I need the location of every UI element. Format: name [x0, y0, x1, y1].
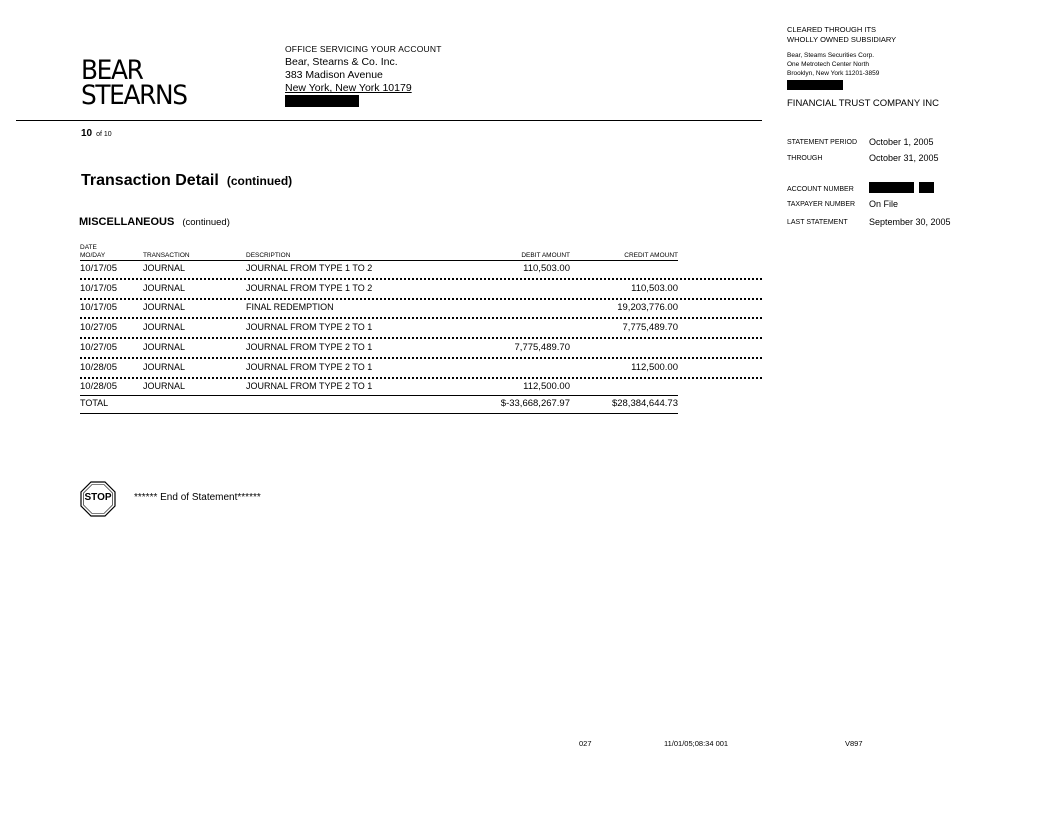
section-suffix: (continued) [182, 217, 230, 228]
subsidiary-city: Brooklyn, New York 11201-3859 [787, 70, 880, 77]
stop-label: STOP [84, 492, 112, 503]
row-transaction: JOURNAL [143, 302, 186, 313]
row-date: 10/28/05 [80, 361, 117, 373]
section-heading [79, 216, 230, 228]
row-transaction: JOURNAL [143, 361, 186, 372]
row-credit: 112,500.00 [631, 361, 678, 373]
client-name: FINANCIAL TRUST COMPANY INC [787, 98, 940, 109]
row-credit: 7,775,489.70 [622, 322, 678, 334]
row-transaction: JOURNAL [143, 341, 186, 352]
account-number-row [787, 186, 854, 193]
row-debit: 7,775,489.70 [514, 341, 570, 353]
redaction-bar [285, 95, 359, 107]
row-credit: 110,503.00 [631, 282, 678, 294]
row-description: JOURNAL FROM TYPE 2 TO 1 [246, 381, 373, 392]
clearing-info [787, 25, 939, 109]
row-transaction: JOURNAL [143, 282, 186, 293]
statement-period-row [787, 137, 934, 147]
row-description: JOURNAL FROM TYPE 2 TO 1 [246, 322, 373, 333]
taxpayer-number-value: On File [869, 199, 899, 209]
statement-period-value: October 1, 2005 [869, 137, 934, 147]
taxpayer-number-label: TAXPAYER NUMBER [787, 201, 856, 208]
total-label: TOTAL [80, 398, 109, 408]
row-dotted-divider [80, 317, 762, 319]
title-suffix: (continued) [226, 174, 293, 188]
row-transaction: JOURNAL [143, 322, 186, 333]
office-heading: OFFICE SERVICING YOUR ACCOUNT [285, 44, 442, 54]
through-row [787, 153, 939, 163]
row-date: 10/17/05 [80, 302, 117, 314]
row-transaction: JOURNAL [143, 381, 186, 392]
row-description: FINAL REDEMPTION [246, 302, 334, 313]
office-city: New York, New York 10179 [285, 82, 412, 94]
end-of-statement-text: ****** End of Statement****** [134, 492, 261, 503]
footer-code-2: V897 [845, 739, 863, 748]
office-address-block [285, 43, 442, 111]
col-header-description: DESCRIPTION [246, 252, 291, 259]
row-transaction: JOURNAL [143, 263, 186, 273]
footer-code-1: 027 [579, 739, 592, 748]
table-row [80, 300, 762, 319]
office-name: Bear, Stearns & Co. Inc. [285, 56, 398, 68]
last-statement-row [787, 217, 951, 227]
col-header-credit: CREDIT AMOUNT [624, 252, 678, 259]
subsidiary-street: One Metrotech Center North [787, 61, 870, 68]
last-statement-label: LAST STATEMENT [787, 219, 848, 226]
table-row [80, 320, 762, 339]
row-date: 10/28/05 [80, 381, 117, 393]
table-row [80, 340, 762, 359]
page-title [81, 172, 292, 190]
row-credit: 19,203,776.00 [617, 302, 678, 314]
logo-line-2: STEARNS [81, 80, 187, 111]
cleared-line-2: WHOLLY OWNED SUBSIDIARY [787, 35, 897, 44]
row-dotted-divider [80, 357, 762, 359]
row-dotted-divider [80, 278, 762, 280]
taxpayer-number-row [787, 199, 899, 209]
through-label: THROUGH [787, 155, 823, 162]
through-value: October 31, 2005 [869, 153, 939, 163]
row-description: JOURNAL FROM TYPE 2 TO 1 [246, 361, 373, 372]
row-dotted-divider [80, 337, 762, 339]
row-date: 10/27/05 [80, 341, 117, 353]
office-street: 383 Madison Avenue [285, 69, 383, 81]
row-description: JOURNAL FROM TYPE 1 TO 2 [246, 263, 373, 273]
header-divider [16, 120, 762, 121]
total-debit: $-33,668,267.97 [500, 398, 570, 409]
row-dotted-divider [80, 377, 762, 379]
col-header-debit: DEBIT AMOUNT [521, 252, 570, 259]
table-row [80, 360, 762, 379]
row-date: 10/17/05 [80, 263, 117, 274]
logo-line-1: BEAR [81, 55, 143, 86]
row-description: JOURNAL FROM TYPE 1 TO 2 [246, 282, 373, 293]
section-name: MISCELLANEOUS [79, 216, 175, 228]
subsidiary-name: Bear, Steams Securities Corp. [787, 52, 875, 59]
row-debit: 112,500.00 [523, 381, 570, 393]
row-date: 10/17/05 [80, 282, 117, 294]
page-total: of 10 [96, 131, 112, 138]
total-credit: $28,384,644.73 [611, 398, 678, 409]
page-current: 10 [81, 128, 93, 139]
title-main: Transaction Detail [81, 172, 219, 189]
col-header-date: DATE MO/DAY [80, 244, 106, 259]
statement-period-label: STATEMENT PERIOD [787, 139, 858, 146]
footer-timestamp: 11/01/05;08:34 001 [664, 739, 729, 748]
page-number [81, 128, 112, 139]
cleared-line-1: CLEARED THROUGH ITS [787, 25, 877, 34]
account-number-label: ACCOUNT NUMBER [787, 186, 854, 193]
row-debit: 110,503.00 [523, 263, 570, 274]
bear-stearns-logo [81, 55, 191, 111]
row-dotted-divider [80, 298, 762, 300]
redaction-bar [787, 80, 843, 90]
last-statement-value: September 30, 2005 [869, 217, 951, 227]
row-date: 10/27/05 [80, 322, 117, 334]
table-row [80, 281, 762, 300]
account-number-redacted [869, 182, 934, 195]
stop-sign-icon [80, 481, 116, 517]
row-description: JOURNAL FROM TYPE 2 TO 1 [246, 341, 373, 352]
col-header-transaction: TRANSACTION [143, 252, 190, 259]
total-bottom-rule [80, 413, 678, 414]
table-row [80, 261, 762, 280]
